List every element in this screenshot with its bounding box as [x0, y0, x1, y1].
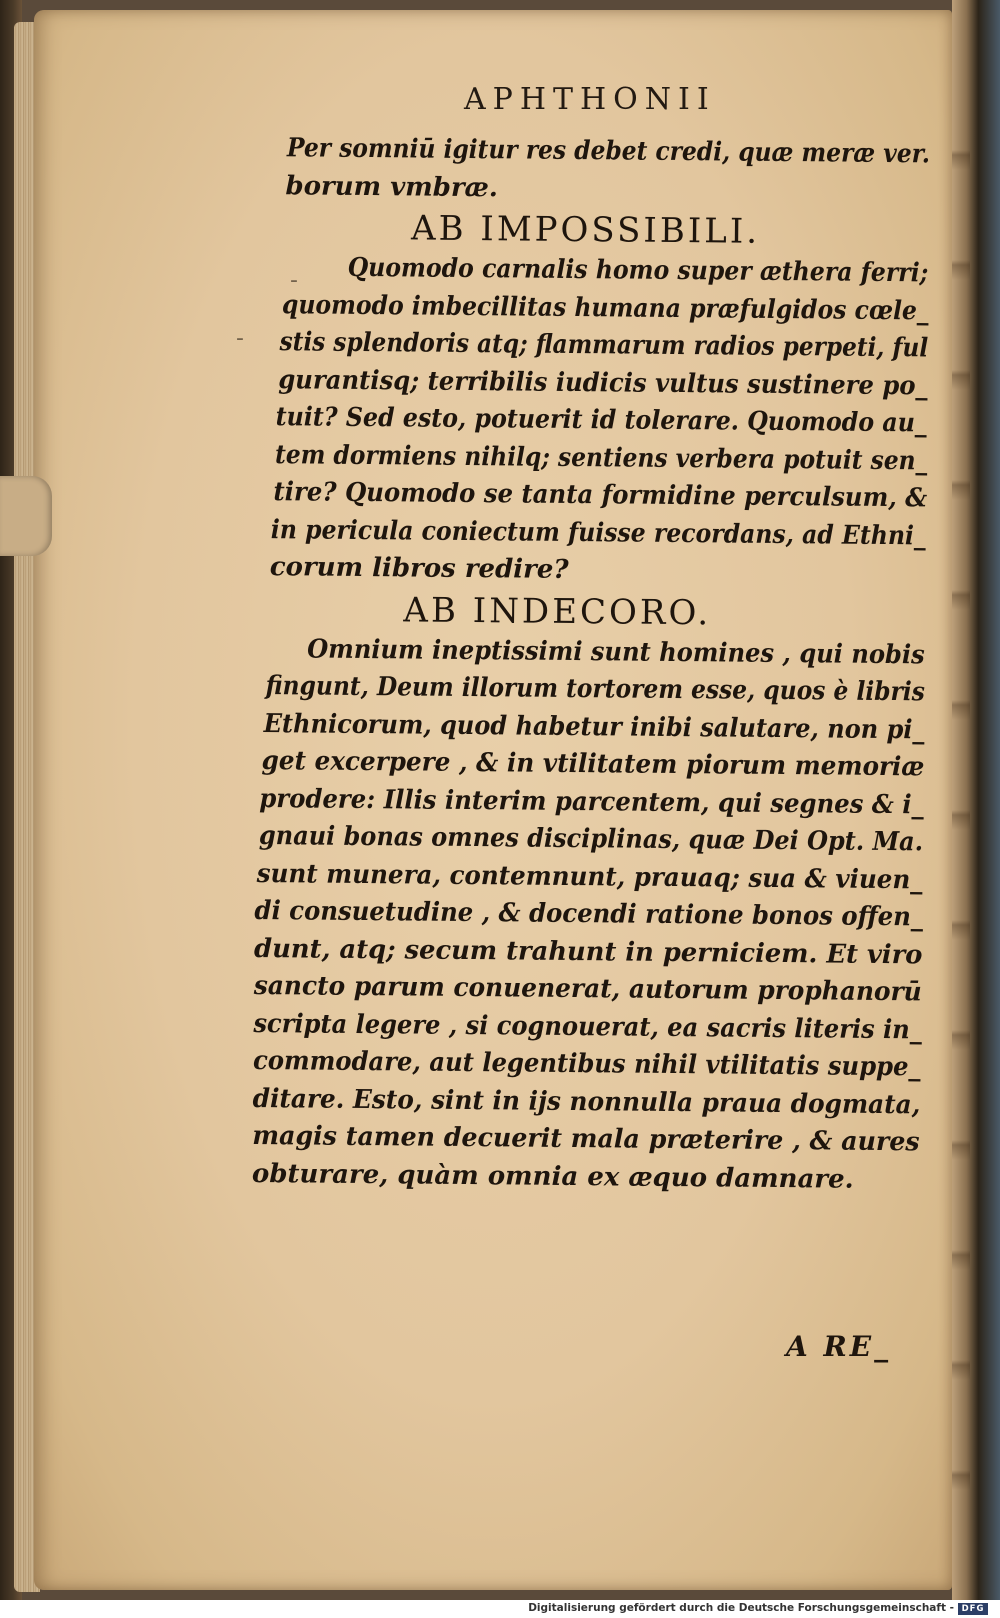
dfg-logo: DFG — [958, 1603, 988, 1615]
text-line: scripta legere , si cognouerat, ea sacris literis in_ — [253, 1008, 922, 1045]
text-line: tire? Quomodo se tanta formidine perculsum, & — [273, 477, 928, 514]
text-line: ditare. Esto, sint in ijs nonnulla praua dogmata, — [252, 1083, 921, 1120]
section-heading: AB IMPOSSIBILI. — [410, 208, 761, 252]
text-line: commodare, aut legentibus nihil vtilitatis suppe_ — [252, 1045, 921, 1083]
text-line: gnaui bonas omnes disciplinas, quæ Dei Opt. Ma. — [258, 821, 924, 858]
text-line: borum vmbræ. — [285, 170, 499, 203]
text-line: tem dormiens nihilq; sentiens verbera potuit sen_ — [274, 439, 928, 476]
text-line: get excerpere , & in vtilitatem piorum memoriæ — [261, 746, 925, 783]
book-clasp — [0, 476, 52, 556]
margin-mark: - — [236, 326, 244, 351]
text-line: tuit? Sed esto, potuerit id tolerare. Quomodo au_ — [275, 402, 927, 439]
running-head: APHTHONII — [464, 82, 716, 117]
text-line: fingunt, Deum illorum tortorem esse, quos è libris — [265, 671, 926, 708]
text-line: Ethnicorum, quod habetur inibi salutare, non pi_ — [263, 708, 925, 745]
page-text-block — [251, 130, 931, 1199]
text-line: obturare, quàm omnia ex æquo damnare. — [251, 1158, 854, 1195]
margin-mark: - — [290, 268, 298, 293]
text-line: magis tamen decuerit mala præterire , & aures — [252, 1120, 920, 1158]
catchword: A RE_ — [786, 1330, 892, 1363]
text-line: gurantisq; terribilis iudicis vultus sustinere po_ — [278, 364, 928, 401]
text-line: di consuetudine , & docendi ratione bonos offen_ — [254, 895, 924, 933]
text-line: Quomodo carnalis homo super æthera ferri; — [347, 252, 929, 289]
text-line: stis splendoris atq; flammarum radios perpeti, ful — [279, 327, 929, 364]
text-line: quomodo imbecillitas humana præfulgidos cœle_ — [281, 289, 929, 326]
text-line: dunt, atq; secum trahunt in perniciem. Et viro — [253, 933, 923, 970]
text-line: Omnium ineptissimi sunt homines , qui nobis — [307, 633, 925, 670]
text-line: corum libros redire? — [269, 552, 569, 585]
text-line: Per somniū igitur res debet credi, quæ meræ ver. — [286, 133, 931, 170]
digitization-credit: Digitalisierung gefördert durch die Deutsche Forschungsgemeinschaft - — [528, 1602, 954, 1614]
text-line: in pericula coniectum fuisse recordans, ad Ethni_ — [270, 514, 926, 551]
facing-page-bleed — [952, 60, 970, 1520]
text-line: sancto parum conuenerat, autorum prophanorū — [253, 970, 922, 1008]
text-line: prodere: Illis interim parcentem, qui segnes & i_ — [259, 783, 924, 820]
text-line: sunt munera, contemnunt, prauaq; sua & viuen_ — [256, 858, 923, 895]
section-heading: AB INDECORO. — [403, 589, 712, 633]
